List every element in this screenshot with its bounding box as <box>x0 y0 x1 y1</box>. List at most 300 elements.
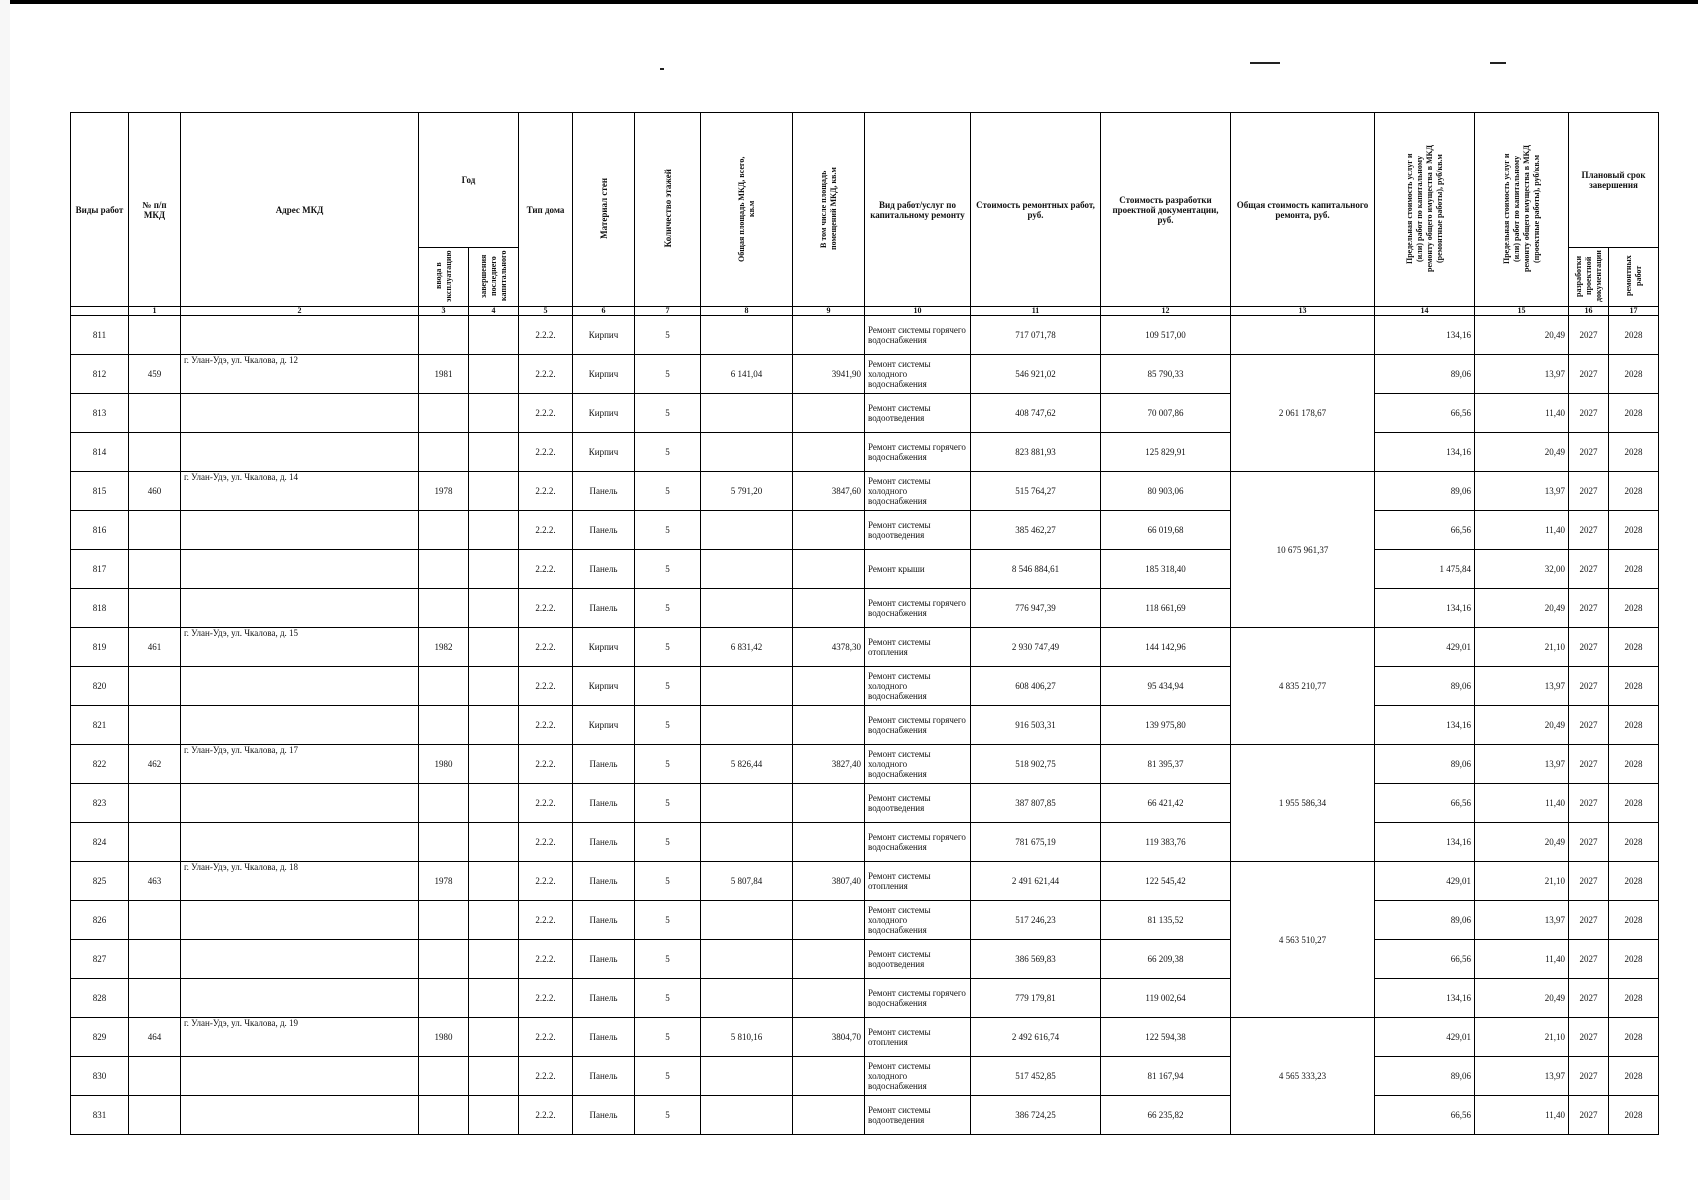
header-work-types: Виды работ <box>71 113 129 307</box>
floors-cell: 5 <box>635 394 701 433</box>
repair-cost-cell: 387 807,85 <box>971 784 1101 823</box>
wall-material-cell: Панель <box>573 511 635 550</box>
premises-area-cell <box>793 784 865 823</box>
house-type-cell: 2.2.2. <box>519 433 573 472</box>
mkd-number-cell: 461 <box>129 628 181 667</box>
limit-works-cell: 66,56 <box>1375 511 1475 550</box>
column-number-row <box>71 307 1659 316</box>
wall-material-cell: Панель <box>573 1057 635 1096</box>
floors-cell: 5 <box>635 1018 701 1057</box>
year-commission-cell: 1982 <box>419 628 469 667</box>
work-kind-cell: Ремонт системы водоотведения <box>865 940 971 979</box>
year-commission-cell <box>419 1096 469 1135</box>
table-row <box>71 706 1659 745</box>
mkd-number-cell: 463 <box>129 862 181 901</box>
deadline-works-cell: 2028 <box>1609 394 1659 433</box>
deadline-design-cell: 2027 <box>1569 394 1609 433</box>
column-number-cell: 16 <box>1569 307 1609 316</box>
limit-works-cell: 89,06 <box>1375 901 1475 940</box>
header-repair-cost: Стоимость ремонтных работ, руб. <box>971 113 1101 307</box>
header-house-type: Тип дома <box>519 113 573 307</box>
column-number-cell: 1 <box>129 307 181 316</box>
work-type-id-cell: 824 <box>71 823 129 862</box>
mkd-number-cell <box>129 1096 181 1135</box>
total-cost-cell <box>1231 316 1375 355</box>
design-cost-cell: 139 975,80 <box>1101 706 1231 745</box>
limit-design-cell: 11,40 <box>1475 511 1569 550</box>
wall-material-cell: Панель <box>573 1096 635 1135</box>
column-number-cell: 14 <box>1375 307 1475 316</box>
header-deadline: Плановый срок завершения <box>1569 113 1659 248</box>
year-last-repair-cell <box>469 784 519 823</box>
mkd-number-cell <box>129 511 181 550</box>
deadline-works-cell: 2028 <box>1609 1018 1659 1057</box>
mkd-number-cell: 462 <box>129 745 181 784</box>
column-number-cell: 6 <box>573 307 635 316</box>
floors-cell: 5 <box>635 589 701 628</box>
deadline-works-cell: 2028 <box>1609 706 1659 745</box>
work-type-id-cell: 811 <box>71 316 129 355</box>
work-type-id-cell: 829 <box>71 1018 129 1057</box>
year-commission-cell <box>419 940 469 979</box>
address-cell <box>181 1096 419 1135</box>
column-number-cell: 13 <box>1231 307 1375 316</box>
design-cost-cell: 81 135,52 <box>1101 901 1231 940</box>
work-type-id-cell: 817 <box>71 550 129 589</box>
work-type-id-cell: 819 <box>71 628 129 667</box>
design-cost-cell: 185 318,40 <box>1101 550 1231 589</box>
year-last-repair-cell <box>469 901 519 940</box>
premises-area-cell <box>793 979 865 1018</box>
year-last-repair-cell <box>469 628 519 667</box>
work-type-id-cell: 831 <box>71 1096 129 1135</box>
house-type-cell: 2.2.2. <box>519 940 573 979</box>
total-area-cell <box>701 1096 793 1135</box>
deadline-design-cell: 2027 <box>1569 433 1609 472</box>
mkd-number-cell: 460 <box>129 472 181 511</box>
table-body <box>71 316 1659 1135</box>
scan-top-edge <box>0 0 1698 4</box>
limit-works-cell: 89,06 <box>1375 745 1475 784</box>
limit-works-cell: 429,01 <box>1375 862 1475 901</box>
total-area-cell: 6 141,04 <box>701 355 793 394</box>
table-row <box>71 745 1659 784</box>
limit-works-cell: 134,16 <box>1375 316 1475 355</box>
deadline-works-cell: 2028 <box>1609 1096 1659 1135</box>
mkd-number-cell <box>129 316 181 355</box>
total-cost-cell: 4 563 510,27 <box>1231 862 1375 1018</box>
wall-material-cell: Панель <box>573 862 635 901</box>
house-type-cell: 2.2.2. <box>519 316 573 355</box>
house-type-cell: 2.2.2. <box>519 1018 573 1057</box>
design-cost-cell: 85 790,33 <box>1101 355 1231 394</box>
deadline-design-cell: 2027 <box>1569 862 1609 901</box>
year-commission-cell <box>419 511 469 550</box>
limit-design-cell: 21,10 <box>1475 862 1569 901</box>
deadline-design-cell: 2027 <box>1569 355 1609 394</box>
limit-works-cell: 134,16 <box>1375 823 1475 862</box>
work-kind-cell: Ремонт системы холодного водоснабжения <box>865 745 971 784</box>
wall-material-cell: Панель <box>573 979 635 1018</box>
year-last-repair-cell <box>469 589 519 628</box>
floors-cell: 5 <box>635 706 701 745</box>
floors-cell: 5 <box>635 901 701 940</box>
work-type-id-cell: 814 <box>71 433 129 472</box>
scan-speck <box>1490 62 1506 64</box>
limit-works-cell: 66,56 <box>1375 394 1475 433</box>
limit-design-cell: 13,97 <box>1475 667 1569 706</box>
header-wall-material: Материал стен <box>573 113 635 307</box>
wall-material-cell: Панель <box>573 745 635 784</box>
premises-area-cell <box>793 940 865 979</box>
limit-design-cell: 21,10 <box>1475 628 1569 667</box>
premises-area-cell <box>793 589 865 628</box>
column-number-cell <box>71 307 129 316</box>
address-cell <box>181 1057 419 1096</box>
year-commission-cell <box>419 394 469 433</box>
deadline-design-cell: 2027 <box>1569 667 1609 706</box>
deadline-design-cell: 2027 <box>1569 511 1609 550</box>
work-kind-cell: Ремонт системы отопления <box>865 1018 971 1057</box>
deadline-design-cell: 2027 <box>1569 979 1609 1018</box>
year-commission-cell <box>419 316 469 355</box>
year-commission-cell <box>419 979 469 1018</box>
work-kind-cell: Ремонт системы отопления <box>865 628 971 667</box>
mkd-number-cell <box>129 940 181 979</box>
floors-cell: 5 <box>635 472 701 511</box>
deadline-works-cell: 2028 <box>1609 823 1659 862</box>
wall-material-cell: Панель <box>573 823 635 862</box>
address-cell <box>181 433 419 472</box>
column-number-cell: 9 <box>793 307 865 316</box>
repair-cost-cell: 517 452,85 <box>971 1057 1101 1096</box>
repair-plan-table <box>70 112 1659 1135</box>
limit-design-cell: 20,49 <box>1475 706 1569 745</box>
design-cost-cell: 66 019,68 <box>1101 511 1231 550</box>
design-cost-cell: 70 007,86 <box>1101 394 1231 433</box>
deadline-design-cell: 2027 <box>1569 706 1609 745</box>
design-cost-cell: 66 235,82 <box>1101 1096 1231 1135</box>
mkd-number-cell <box>129 433 181 472</box>
year-last-repair-cell <box>469 1018 519 1057</box>
total-cost-cell: 10 675 961,37 <box>1231 472 1375 628</box>
premises-area-cell <box>793 1057 865 1096</box>
limit-design-cell: 21,10 <box>1475 1018 1569 1057</box>
year-last-repair-cell <box>469 667 519 706</box>
wall-material-cell: Панель <box>573 1018 635 1057</box>
house-type-cell: 2.2.2. <box>519 823 573 862</box>
header-limit-works: Предельная стоимость услуг и (или) работ по капитальному ремонту общего имущества в МКД (ремонтные работы), руб/кв.м <box>1375 113 1475 307</box>
work-kind-cell: Ремонт системы горячего водоснабжения <box>865 433 971 472</box>
year-commission-cell <box>419 550 469 589</box>
total-area-cell: 5 810,16 <box>701 1018 793 1057</box>
repair-cost-cell: 386 724,25 <box>971 1096 1101 1135</box>
year-last-repair-cell <box>469 394 519 433</box>
design-cost-cell: 122 545,42 <box>1101 862 1231 901</box>
repair-cost-cell: 776 947,39 <box>971 589 1101 628</box>
address-cell <box>181 667 419 706</box>
address-cell: г. Улан-Удэ, ул. Чкалова, д. 19 <box>181 1018 419 1057</box>
house-type-cell: 2.2.2. <box>519 745 573 784</box>
year-last-repair-cell <box>469 862 519 901</box>
wall-material-cell: Кирпич <box>573 433 635 472</box>
premises-area-cell: 3827,40 <box>793 745 865 784</box>
year-last-repair-cell <box>469 355 519 394</box>
table-row <box>71 667 1659 706</box>
total-area-cell <box>701 589 793 628</box>
repair-cost-cell: 515 764,27 <box>971 472 1101 511</box>
year-commission-cell: 1981 <box>419 355 469 394</box>
mkd-number-cell: 459 <box>129 355 181 394</box>
total-area-cell: 5 807,84 <box>701 862 793 901</box>
floors-cell: 5 <box>635 550 701 589</box>
floors-cell: 5 <box>635 823 701 862</box>
table-row <box>71 316 1659 355</box>
header-limit-design: Предельная стоимость услуг и (или) работ по капитальному ремонту общего имущества в МКД (проектные работы), руб/кв.м <box>1475 113 1569 307</box>
wall-material-cell: Кирпич <box>573 316 635 355</box>
work-type-id-cell: 822 <box>71 745 129 784</box>
design-cost-cell: 81 167,94 <box>1101 1057 1231 1096</box>
address-cell <box>181 901 419 940</box>
limit-design-cell: 13,97 <box>1475 1057 1569 1096</box>
total-area-cell <box>701 706 793 745</box>
deadline-design-cell: 2027 <box>1569 745 1609 784</box>
premises-area-cell <box>793 706 865 745</box>
house-type-cell: 2.2.2. <box>519 511 573 550</box>
total-area-cell: 6 831,42 <box>701 628 793 667</box>
work-type-id-cell: 827 <box>71 940 129 979</box>
deadline-works-cell: 2028 <box>1609 1057 1659 1096</box>
repair-cost-cell: 408 747,62 <box>971 394 1101 433</box>
limit-works-cell: 66,56 <box>1375 784 1475 823</box>
work-type-id-cell: 828 <box>71 979 129 1018</box>
limit-works-cell: 429,01 <box>1375 1018 1475 1057</box>
limit-works-cell: 89,06 <box>1375 1057 1475 1096</box>
total-area-cell <box>701 667 793 706</box>
address-cell <box>181 316 419 355</box>
header-deadline-design: разработки проектной документации <box>1569 248 1609 307</box>
header-year-last-repair: завершения последнего капитального <box>469 248 519 307</box>
limit-works-cell: 66,56 <box>1375 940 1475 979</box>
total-cost-cell: 2 061 178,67 <box>1231 355 1375 472</box>
design-cost-cell: 125 829,91 <box>1101 433 1231 472</box>
repair-cost-cell: 2 492 616,74 <box>971 1018 1101 1057</box>
work-kind-cell: Ремонт системы горячего водоснабжения <box>865 706 971 745</box>
deadline-works-cell: 2028 <box>1609 745 1659 784</box>
total-area-cell <box>701 550 793 589</box>
year-commission-cell: 1980 <box>419 745 469 784</box>
deadline-works-cell: 2028 <box>1609 979 1659 1018</box>
column-number-cell: 17 <box>1609 307 1659 316</box>
premises-area-cell <box>793 1096 865 1135</box>
total-area-cell: 5 826,44 <box>701 745 793 784</box>
work-type-id-cell: 823 <box>71 784 129 823</box>
work-kind-cell: Ремонт системы водоотведения <box>865 1096 971 1135</box>
year-commission-cell <box>419 589 469 628</box>
header-year: Год <box>419 113 519 248</box>
deadline-design-cell: 2027 <box>1569 784 1609 823</box>
mkd-number-cell <box>129 823 181 862</box>
premises-area-cell <box>793 433 865 472</box>
table-row <box>71 394 1659 433</box>
limit-works-cell: 66,56 <box>1375 1096 1475 1135</box>
year-commission-cell: 1980 <box>419 1018 469 1057</box>
header-total-area: Общая площадь МКД, всего, кв.м <box>701 113 793 307</box>
address-cell <box>181 589 419 628</box>
year-last-repair-cell <box>469 745 519 784</box>
year-last-repair-cell <box>469 1096 519 1135</box>
repair-cost-cell: 779 179,81 <box>971 979 1101 1018</box>
table-row <box>71 628 1659 667</box>
year-commission-cell <box>419 706 469 745</box>
wall-material-cell: Кирпич <box>573 355 635 394</box>
house-type-cell: 2.2.2. <box>519 979 573 1018</box>
total-area-cell: 5 791,20 <box>701 472 793 511</box>
address-cell <box>181 511 419 550</box>
floors-cell: 5 <box>635 1096 701 1135</box>
work-kind-cell: Ремонт системы холодного водоснабжения <box>865 355 971 394</box>
work-kind-cell: Ремонт системы горячего водоснабжения <box>865 316 971 355</box>
premises-area-cell: 3804,70 <box>793 1018 865 1057</box>
limit-works-cell: 89,06 <box>1375 355 1475 394</box>
year-last-repair-cell <box>469 979 519 1018</box>
deadline-works-cell: 2028 <box>1609 589 1659 628</box>
repair-cost-cell: 518 902,75 <box>971 745 1101 784</box>
total-cost-cell: 4 835 210,77 <box>1231 628 1375 745</box>
limit-design-cell: 13,97 <box>1475 745 1569 784</box>
mkd-number-cell: 464 <box>129 1018 181 1057</box>
design-cost-cell: 109 517,00 <box>1101 316 1231 355</box>
deadline-design-cell: 2027 <box>1569 823 1609 862</box>
column-number-cell: 7 <box>635 307 701 316</box>
work-type-id-cell: 825 <box>71 862 129 901</box>
house-type-cell: 2.2.2. <box>519 1057 573 1096</box>
total-area-cell <box>701 316 793 355</box>
house-type-cell: 2.2.2. <box>519 394 573 433</box>
table-row <box>71 784 1659 823</box>
deadline-works-cell: 2028 <box>1609 784 1659 823</box>
design-cost-cell: 119 383,76 <box>1101 823 1231 862</box>
column-number-cell: 5 <box>519 307 573 316</box>
design-cost-cell: 144 142,96 <box>1101 628 1231 667</box>
year-last-repair-cell <box>469 1057 519 1096</box>
limit-design-cell: 20,49 <box>1475 316 1569 355</box>
floors-cell: 5 <box>635 316 701 355</box>
scan-speck <box>660 68 664 70</box>
repair-cost-cell: 385 462,27 <box>971 511 1101 550</box>
total-area-cell <box>701 823 793 862</box>
year-last-repair-cell <box>469 823 519 862</box>
premises-area-cell <box>793 394 865 433</box>
work-kind-cell: Ремонт системы холодного водоснабжения <box>865 667 971 706</box>
work-type-id-cell: 826 <box>71 901 129 940</box>
work-kind-cell: Ремонт крыши <box>865 550 971 589</box>
scan-speck <box>1250 62 1280 64</box>
work-type-id-cell: 813 <box>71 394 129 433</box>
wall-material-cell: Панель <box>573 589 635 628</box>
total-area-cell <box>701 979 793 1018</box>
wall-material-cell: Панель <box>573 472 635 511</box>
work-kind-cell: Ремонт системы холодного водоснабжения <box>865 472 971 511</box>
premises-area-cell: 3941,90 <box>793 355 865 394</box>
floors-cell: 5 <box>635 355 701 394</box>
year-last-repair-cell <box>469 472 519 511</box>
header-deadline-works: ремонтных работ <box>1609 248 1659 307</box>
deadline-works-cell: 2028 <box>1609 433 1659 472</box>
mkd-number-cell <box>129 667 181 706</box>
deadline-design-cell: 2027 <box>1569 940 1609 979</box>
design-cost-cell: 119 002,64 <box>1101 979 1231 1018</box>
repair-cost-cell: 608 406,27 <box>971 667 1101 706</box>
deadline-works-cell: 2028 <box>1609 940 1659 979</box>
premises-area-cell <box>793 823 865 862</box>
house-type-cell: 2.2.2. <box>519 784 573 823</box>
premises-area-cell: 4378,30 <box>793 628 865 667</box>
house-type-cell: 2.2.2. <box>519 706 573 745</box>
total-area-cell <box>701 1057 793 1096</box>
work-kind-cell: Ремонт системы холодного водоснабжения <box>865 901 971 940</box>
mkd-number-cell <box>129 784 181 823</box>
header-total-cost: Общая стоимость капитального ремонта, руб. <box>1231 113 1375 307</box>
year-last-repair-cell <box>469 940 519 979</box>
address-cell: г. Улан-Удэ, ул. Чкалова, д. 17 <box>181 745 419 784</box>
floors-cell: 5 <box>635 745 701 784</box>
address-cell: г. Улан-Удэ, ул. Чкалова, д. 14 <box>181 472 419 511</box>
wall-material-cell: Панель <box>573 784 635 823</box>
work-kind-cell: Ремонт системы холодного водоснабжения <box>865 1057 971 1096</box>
table-row <box>71 550 1659 589</box>
address-cell <box>181 394 419 433</box>
address-cell <box>181 550 419 589</box>
table-row <box>71 1018 1659 1057</box>
wall-material-cell: Кирпич <box>573 628 635 667</box>
table-row <box>71 940 1659 979</box>
work-type-id-cell: 820 <box>71 667 129 706</box>
work-type-id-cell: 830 <box>71 1057 129 1096</box>
premises-area-cell <box>793 511 865 550</box>
mkd-number-cell <box>129 589 181 628</box>
deadline-works-cell: 2028 <box>1609 511 1659 550</box>
table-row <box>71 1096 1659 1135</box>
header-work-kind: Вид работ/услуг по капитальному ремонту <box>865 113 971 307</box>
limit-design-cell: 13,97 <box>1475 901 1569 940</box>
limit-design-cell: 20,49 <box>1475 589 1569 628</box>
repair-cost-cell: 717 071,78 <box>971 316 1101 355</box>
address-cell: г. Улан-Удэ, ул. Чкалова, д. 12 <box>181 355 419 394</box>
deadline-design-cell: 2027 <box>1569 589 1609 628</box>
table-row <box>71 979 1659 1018</box>
work-kind-cell: Ремонт системы горячего водоснабжения <box>865 979 971 1018</box>
limit-design-cell: 20,49 <box>1475 979 1569 1018</box>
work-kind-cell: Ремонт системы водоотведения <box>865 511 971 550</box>
deadline-design-cell: 2027 <box>1569 472 1609 511</box>
work-type-id-cell: 821 <box>71 706 129 745</box>
house-type-cell: 2.2.2. <box>519 862 573 901</box>
floors-cell: 5 <box>635 667 701 706</box>
repair-cost-cell: 916 503,31 <box>971 706 1101 745</box>
floors-cell: 5 <box>635 511 701 550</box>
design-cost-cell: 80 903,06 <box>1101 472 1231 511</box>
floors-cell: 5 <box>635 862 701 901</box>
table-row <box>71 433 1659 472</box>
limit-works-cell: 429,01 <box>1375 628 1475 667</box>
header-floors: Количество этажей <box>635 113 701 307</box>
work-kind-cell: Ремонт системы водоотведения <box>865 784 971 823</box>
design-cost-cell: 81 395,37 <box>1101 745 1231 784</box>
limit-design-cell: 20,49 <box>1475 823 1569 862</box>
deadline-works-cell: 2028 <box>1609 901 1659 940</box>
deadline-works-cell: 2028 <box>1609 667 1659 706</box>
